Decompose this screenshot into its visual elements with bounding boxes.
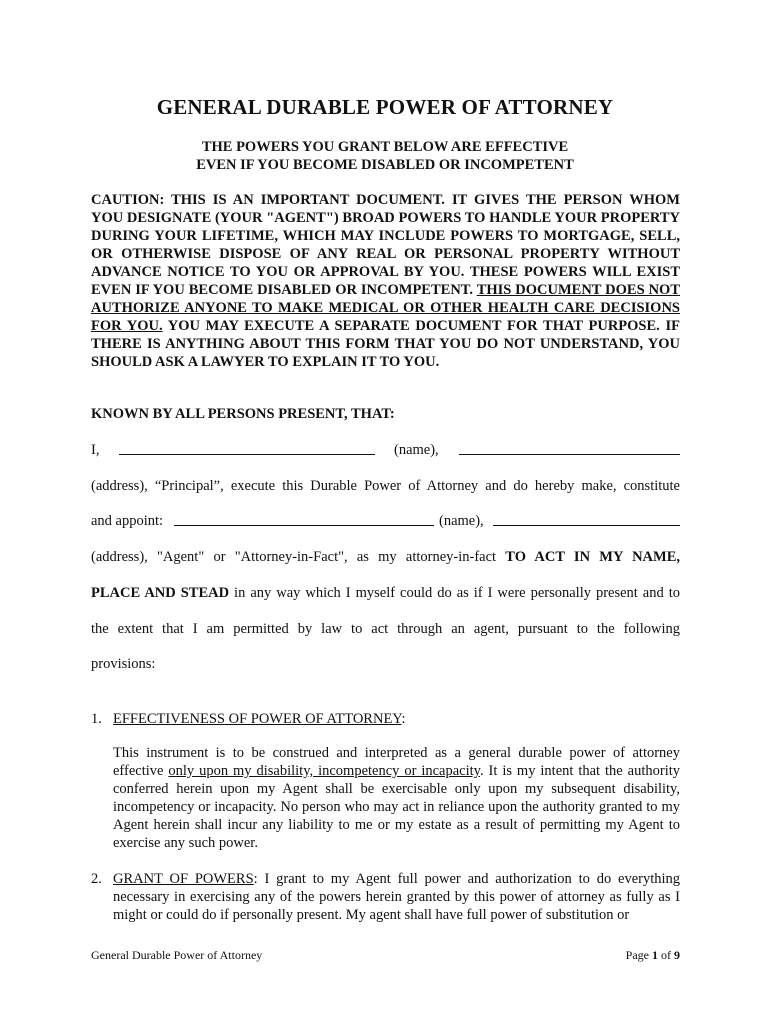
section-1-text-after: . It is my intent that the authority conferred herein upon my Agent shall be exercisable only upon my subsequent disability, incompetency or incapacity. No person who may act in reliance upon the authority granted to my Agent herein shall incur any liability to me or my estate as a result of permitting my Agent to exercise any such power. [113,763,681,851]
agent-address-line [91,549,680,566]
i-label: I, [91,442,100,458]
document-title: GENERAL DURABLE POWER OF ATTORNEY [156,95,614,119]
page-prefix: Page [625,948,652,962]
page-current: 1 [652,948,658,962]
subtitle-line-2: EVEN IF YOU BECOME DISABLED OR INCOMPETENT [196,157,574,173]
to-act-text: TO ACT IN MY NAME, [505,549,681,565]
subtitle-line-1: THE POWERS YOU GRANT BELOW ARE EFFECTIVE [201,139,569,155]
agent-name-label: (name), [439,513,484,529]
known-by-all-heading: KNOWN BY ALL PERSONS PRESENT, THAT: [91,406,395,422]
principal-address-blank[interactable] [459,442,680,455]
agent-address-blank[interactable] [493,513,680,526]
footer-document-name: General Durable Power of Attorney [91,948,263,962]
agent-name-line [91,513,680,530]
section-2-heading: GRANT OF POWERS [113,871,254,887]
section-1-underlined-text: only upon my disability, incompetency or incapacity [168,763,480,779]
section-2-text: : I grant to my Agent full power and authorization to do everything necessary in exercising any of the powers herein granted by this power of attorney as fully as I might or could do if personally present. My agent shall have full power of substitution or [113,871,681,923]
place-and-stead-line [91,585,680,602]
agent-name-blank[interactable] [174,513,434,526]
caution-text-1: CAUTION: THIS IS AN IMPORTANT DOCUMENT. IT GIVES THE PERSON WHOM YOU DESIGNATE (YOUR "AGENT") BROAD POWERS TO HANDLE YOUR PROPERTY DURING YOUR LIFETIME, WHICH MAY INCLUDE POWERS TO MORTGAGE, SELL, OR OTHERWISE DISPOSE OF ANY REAL OR PERSONAL PROPERTY WITHOUT ADVANCE NOTICE TO YOU OR APPROVAL BY YOU. THESE POWERS WILL EXIST EVEN IF YOU BECOME DISABLED OR INCOMPETENT. [91,192,680,298]
place-rest-text: in any way which I myself could do as if I were personally present and to [229,585,680,601]
place-and-stead-text: PLACE AND STEAD [91,585,230,601]
section-1-body [113,744,680,852]
principal-name-label: (name), [394,442,439,458]
provisions-line: provisions: [91,656,156,672]
document-subtitle [0,138,770,174]
section-1-heading: EFFECTIVENESS OF POWER OF ATTORNEY [113,711,402,727]
section-2-number: 2. [91,871,102,887]
caution-text-2: YOU MAY EXECUTE A SEPARATE DOCUMENT FOR THAT PURPOSE. IF THERE IS ANYTHING ABOUT THIS FORM THAT YOU DO NOT UNDERSTAND, YOU SHOULD ASK A LAWYER TO EXPLAIN IT TO YOU. [91,318,680,370]
section-1-text-before: This instrument is to be construed and interpreted as a general durable power of attorney effective [113,745,680,779]
extent-line: the extent that I am permitted by law to act through an agent, pursuant to the following [91,621,680,637]
principal-name-line [91,442,680,459]
page-total: 9 [674,948,680,962]
caution-paragraph [91,191,680,371]
section-1-heading-suffix: : [401,711,406,727]
section-2-body [113,870,680,924]
section-1-heading-wrap [113,710,405,728]
principal-name-blank[interactable] [119,442,375,455]
and-appoint-label: and appoint: [91,513,164,529]
page-number [626,948,680,963]
page-of: of [658,948,674,962]
principal-address-line: (address), “Principal”, execute this Durable Power of Attorney and do hereby make, constitute [91,478,680,494]
section-1-number: 1. [91,711,102,727]
agent-address-text: (address), "Agent" or "Attorney-in-Fact", as my attorney-in-fact [91,549,497,565]
caution-underlined-text: THIS DOCUMENT DOES NOT AUTHORIZE ANYONE TO MAKE MEDICAL OR OTHER HEALTH CARE DECISIONS FOR YOU. [91,282,680,334]
